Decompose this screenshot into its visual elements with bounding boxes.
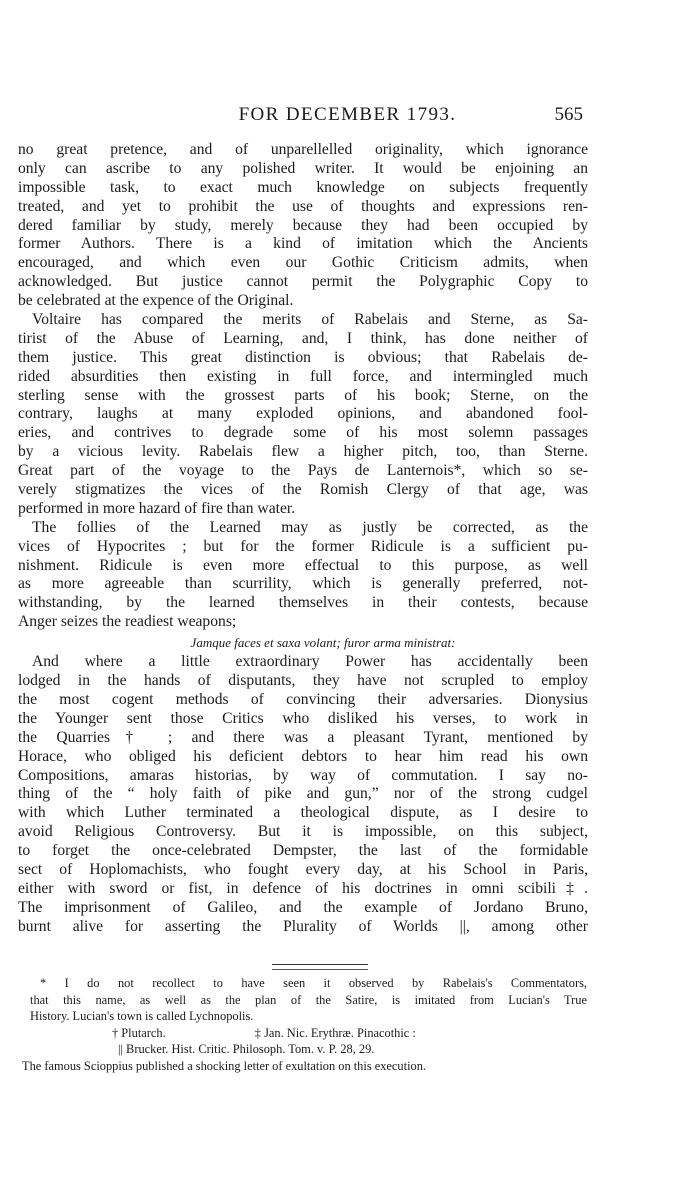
text-line: sterling sense with the grossest parts of his book; Sterne, on the [18,386,588,404]
text-line: Anger seizes the readiest weapons; [18,613,237,631]
footnote-parallel: || Brucker. Hist. Critic. Philosoph. Tom. v. P. 28, 29. [118,1042,375,1057]
running-title: FOR DECEMBER 1793. [238,104,457,125]
latin-quotation: Jamque faces et saxa volant; furor arma ministrat: [190,635,456,651]
page-number: 565 [554,104,583,125]
text-line: The imprisonment of Galileo, and the example of Jordano Bruno, [18,898,588,916]
footnote-final-line: The famous Scioppius published a shocking letter of exultation on this execution. [22,1058,426,1073]
text-line: burnt alive for asserting the Plurality of Worlds ||, among other [18,917,588,935]
footnote-line: * I do not recollect to have seen it observed by Rabelais's Commentators, [40,976,587,990]
text-line: rided absurdities then existing in full force, and intermingled much [18,367,588,385]
page-header [0,104,695,134]
text-line: Horace, who obliged his deficient debtors to hear him read his own [18,747,588,765]
text-line: treated, and yet to prohibit the use of thoughts and expressions ren- [18,197,588,215]
text-line: only can ascribe to any polished writer. It would be enjoining an [18,159,588,177]
text-line: Voltaire has compared the merits of Rabelais and Sterne, as Sa- [32,311,588,329]
footnote-dagger: † Plutarch. [112,1025,166,1040]
text-line: nishment. Ridicule is even more effectual to this purpose, as well [18,556,588,574]
footnotes [22,975,587,1075]
text-line: dered familiar by study, merely because they had been occupied by [18,216,588,234]
text-line: impossible task, to exact much knowledge on subjects frequently [18,178,588,196]
footnote-divider [272,964,368,970]
text-line: the Younger sent those Critics who disliked his verses, to work in [18,709,588,727]
text-line: vices of Hypocrites ; but for the former Ridicule is a sufficient pu- [18,537,588,555]
text-line: verely stigmatizes the vices of the Romish Clergy of that age, was [18,481,588,499]
text-line: the Quarries† ; and there was a pleasant Tyrant, mentioned by [18,728,588,746]
text-line: withstanding, by the learned themselves in their contests, because [18,594,588,612]
footnote-refs [30,1025,587,1042]
text-line: Great part of the voyage to the Pays de Lanternois*, which so se- [18,462,588,480]
text-line: be celebrated at the expence of the Original. [18,292,294,310]
text-line: either with sword or fist, in defence of his doctrines in omni scibili‡. [18,879,588,897]
text-line: And where a little extraordinary Power has accidentally been [32,653,588,671]
text-line: contrary, laughs at many exploded opinions, and abandoned fool- [18,405,588,423]
text-line: encouraged, and which even our Gothic Criticism admits, when [18,254,588,272]
body-text [18,141,588,937]
footnote-double-dagger: ‡ Jan. Nic. Erythræ. Pinacothic : [254,1025,416,1040]
text-line: Compositions, amaras historias, by way of commutation. I say no- [18,766,588,784]
footnote-line: History. Lucian's town is called Lychnopolis. [30,1009,254,1024]
footnote-line: that this name, as well as the plan of the Satire, is imitated from Lucian's True [30,992,587,1007]
text-line: by a vicious levity. Rabelais flew a higher pitch, too, than Sterne. [18,443,588,461]
text-line: eries, and contrives to degrade some of his most solemn passages [18,424,588,442]
text-line: the most cogent methods of convincing their adversaries. Dionysius [18,690,588,708]
text-line: tirist of the Abuse of Learning, and, I think, has done neither of [18,329,588,347]
text-line: The follies of the Learned may as justly be corrected, as the [32,518,588,536]
text-line: thing of the “ holy faith of pike and gun,” nor of the strong cudgel [18,785,588,803]
text-line: avoid Religious Controversy. But it is impossible, on this subject, [18,823,588,841]
text-line: lodged in the hands of disputants, they have not scrupled to employ [18,672,588,690]
text-line: as more agreeable than scurrility, which is generally preferred, not- [18,575,588,593]
text-line: sect of Hoplomachists, who fought every day, at his School in Paris, [18,860,588,878]
text-line: them justice. This great distinction is obvious; that Rabelais de- [18,348,588,366]
text-line: with which Luther terminated a theological dispute, as I desire to [18,804,588,822]
text-line: former Authors. There is a kind of imitation which the Ancients [18,235,588,253]
text-line: no great pretence, and of unparellelled originality, which ignorance [18,141,588,158]
text-line: performed in more hazard of fire than water. [18,499,296,517]
text-line: acknowledged. But justice cannot permit the Polygraphic Copy to [18,273,588,291]
text-line: to forget the once-celebrated Dempster, the last of the formidable [18,842,588,860]
